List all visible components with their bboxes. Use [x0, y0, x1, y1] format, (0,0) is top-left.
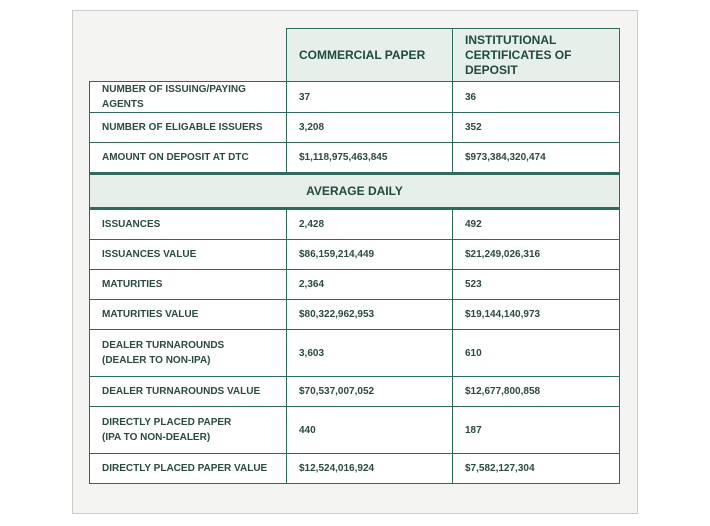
- table-row: [90, 270, 620, 300]
- table-row: [90, 407, 620, 454]
- cp-value: 3,208: [287, 113, 453, 143]
- row-label: MATURITIES VALUE: [90, 300, 287, 330]
- table-row: [90, 240, 620, 270]
- cp-value: 2,364: [287, 270, 453, 300]
- row-label: MATURITIES: [90, 270, 287, 300]
- cd-value: $12,677,800,858: [453, 377, 620, 407]
- row-label-line2: (IPA TO NON-DEALER): [102, 432, 211, 443]
- table-row: [90, 377, 620, 407]
- row-label: [90, 407, 287, 454]
- row-label: DEALER TURNAROUNDS VALUE: [90, 377, 287, 407]
- table-row: [90, 330, 620, 377]
- row-label: ISSUANCES: [90, 209, 287, 240]
- cp-value: 440: [287, 407, 453, 454]
- table-row: [90, 82, 620, 113]
- cd-value: $21,249,026,316: [453, 240, 620, 270]
- cd-value: 492: [453, 209, 620, 240]
- table-row: [90, 113, 620, 143]
- header-commercial-paper: COMMERCIAL PAPER: [287, 29, 453, 82]
- cp-value: 37: [287, 82, 453, 113]
- cd-value: $19,144,140,973: [453, 300, 620, 330]
- cp-value: $80,322,962,953: [287, 300, 453, 330]
- section-title: AVERAGE DAILY: [90, 174, 620, 209]
- row-label-line2: (DEALER TO NON-IPA): [102, 355, 211, 366]
- cd-value: 523: [453, 270, 620, 300]
- cd-value: 36: [453, 82, 620, 113]
- cp-value: $12,524,016,924: [287, 454, 453, 484]
- cp-value: $1,118,975,463,845: [287, 143, 453, 174]
- cd-value: 187: [453, 407, 620, 454]
- cp-value: $70,537,007,052: [287, 377, 453, 407]
- cd-value: $7,582,127,304: [453, 454, 620, 484]
- cd-value: $973,384,320,474: [453, 143, 620, 174]
- row-label: AMOUNT ON DEPOSIT AT DTC: [90, 143, 287, 174]
- row-label: [90, 330, 287, 377]
- row-label-line1: DEALER TURNAROUNDS: [102, 340, 225, 351]
- table-row: [90, 209, 620, 240]
- header-blank-cell: [90, 29, 287, 82]
- row-label: ISSUANCES VALUE: [90, 240, 287, 270]
- header-institutional-cd: [453, 29, 620, 82]
- statistics-table: [89, 28, 620, 484]
- header-row: [90, 29, 620, 82]
- section-row: [90, 174, 620, 209]
- table-row: [90, 300, 620, 330]
- table-row: [90, 143, 620, 174]
- row-label: NUMBER OF ISSUING/PAYING AGENTS: [90, 82, 287, 113]
- cd-value: 610: [453, 330, 620, 377]
- row-label: NUMBER OF ELIGABLE ISSUERS: [90, 113, 287, 143]
- header-institutional-cd-line2: CERTIFICATES OF DEPOSIT: [465, 47, 572, 77]
- row-label-line1: DIRECTLY PLACED PAPER: [102, 417, 232, 428]
- row-label: DIRECTLY PLACED PAPER VALUE: [90, 454, 287, 484]
- cp-value: 3,603: [287, 330, 453, 377]
- cp-value: 2,428: [287, 209, 453, 240]
- table-row: [90, 454, 620, 484]
- cp-value: $86,159,214,449: [287, 240, 453, 270]
- cd-value: 352: [453, 113, 620, 143]
- header-institutional-cd-line1: INSTITUTIONAL: [465, 32, 557, 47]
